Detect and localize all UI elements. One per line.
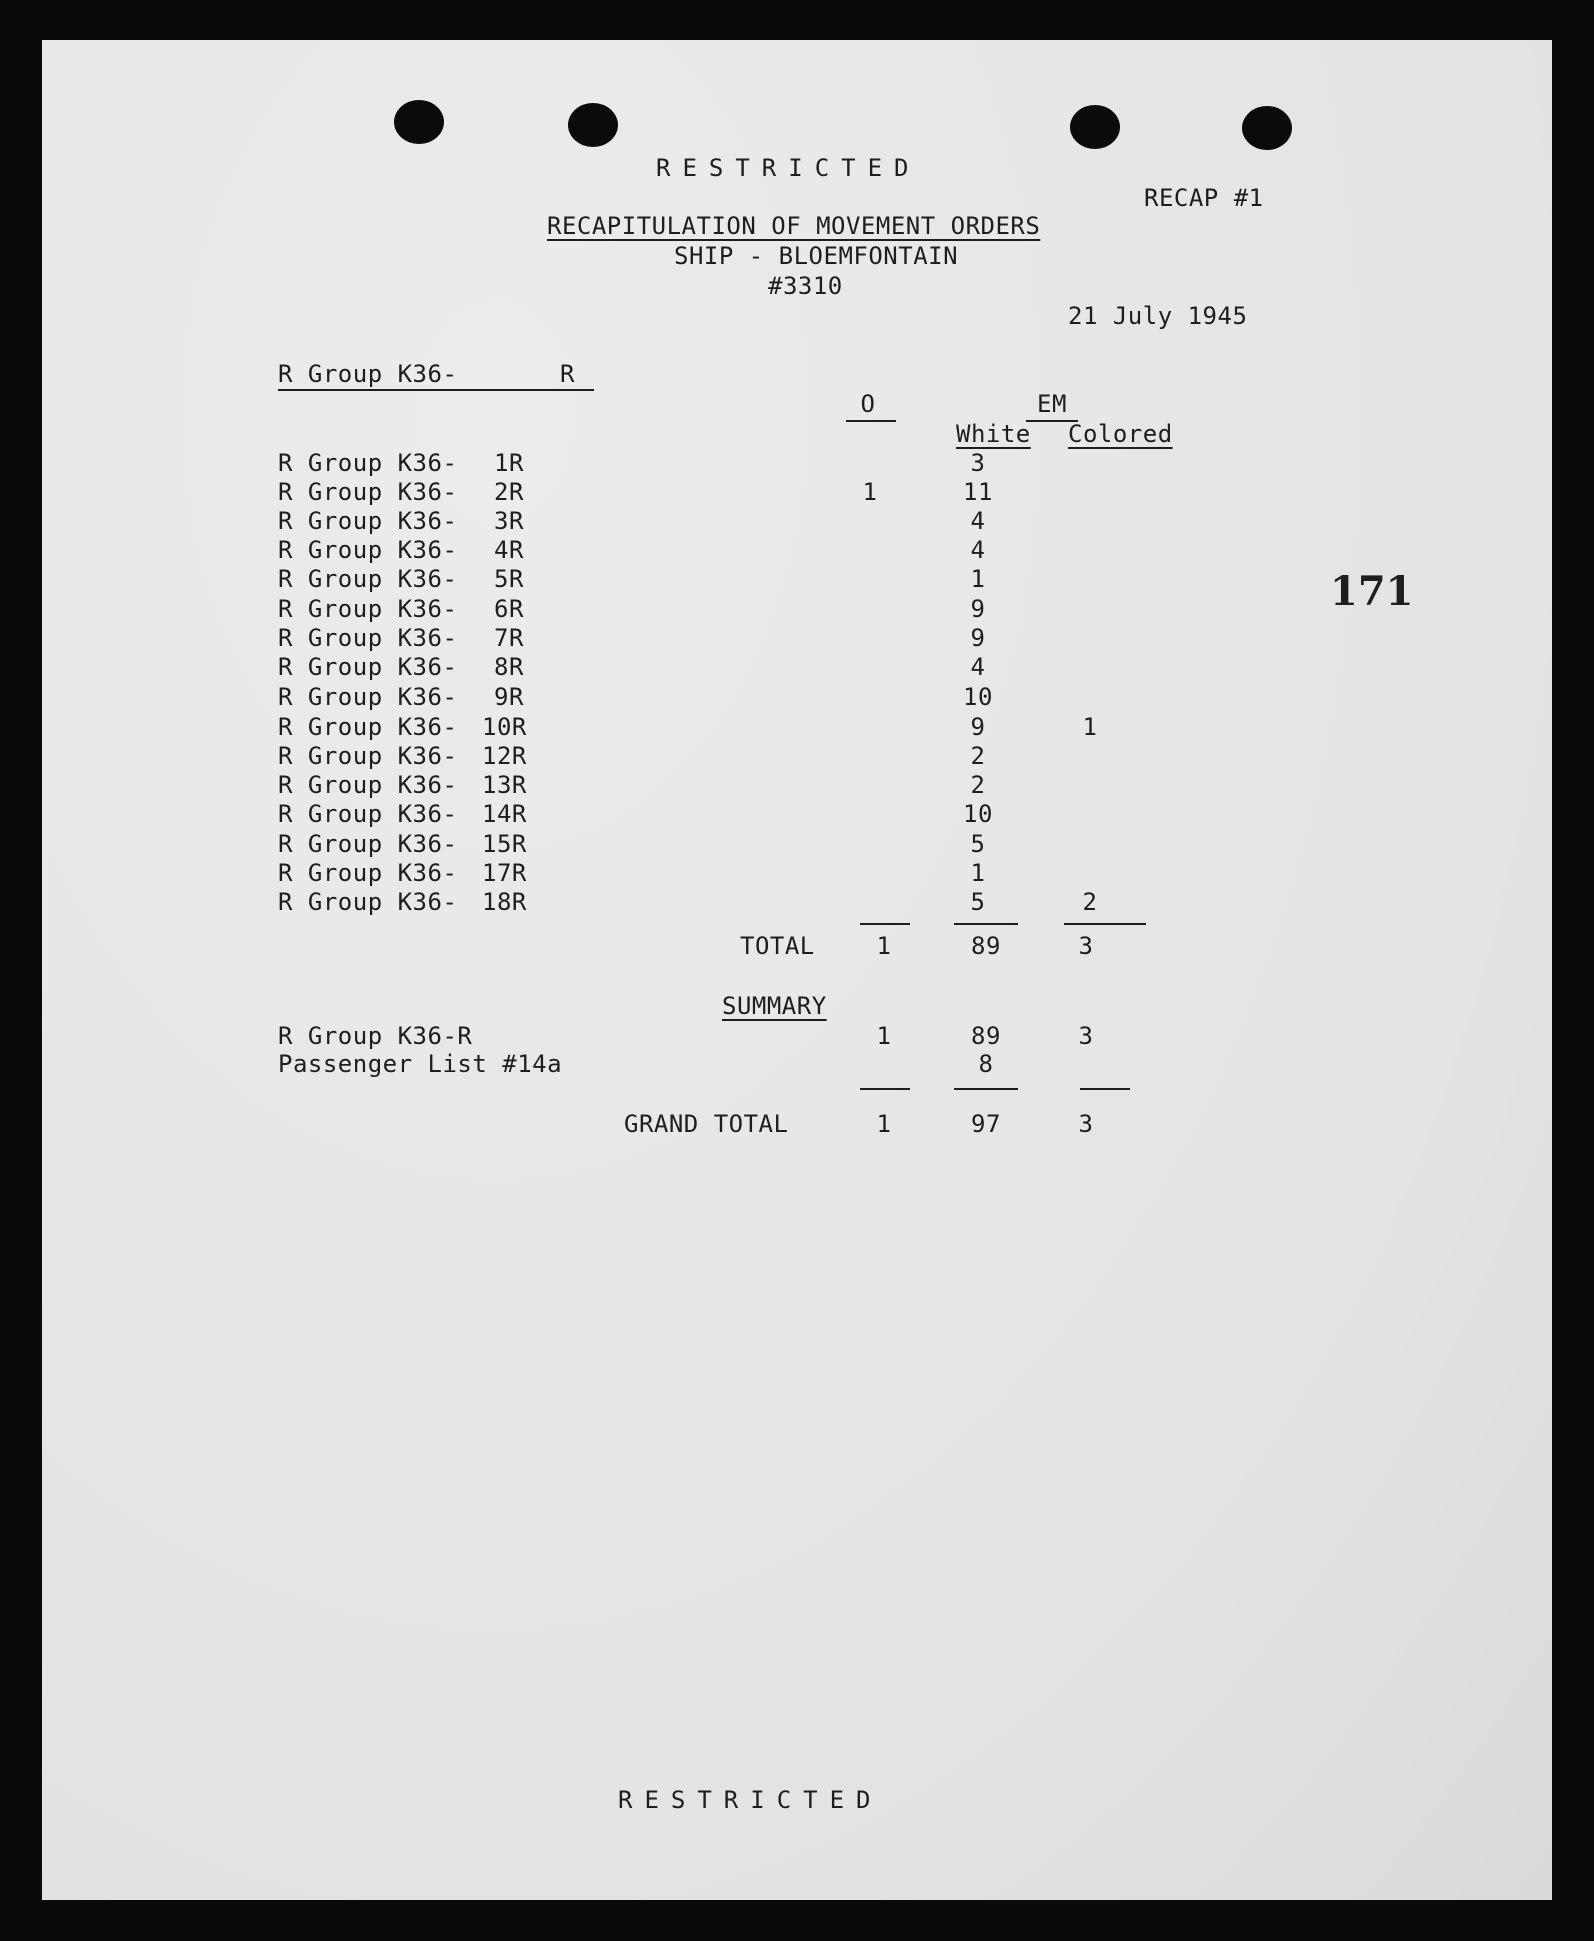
row-group: R Group K36- — [278, 830, 458, 858]
row-unit: 12R — [482, 742, 527, 770]
grand-total-white: 97 — [971, 1110, 1001, 1138]
group-heading-underline — [278, 389, 594, 391]
row-white: 2 — [970, 771, 986, 799]
summary-line-white: 8 — [978, 1050, 994, 1078]
row-white: 5 — [970, 888, 986, 916]
row-group: R Group K36- — [278, 800, 458, 828]
summary-line-colored: 3 — [1078, 1022, 1094, 1050]
group-heading-suffix: R — [560, 360, 575, 388]
row-unit: 13R — [482, 771, 527, 799]
punch-hole — [1070, 105, 1120, 149]
row-unit: 18R — [482, 888, 527, 916]
row-unit: 9R — [494, 683, 524, 711]
grand-total-rule — [1080, 1088, 1130, 1090]
row-unit: 10R — [482, 713, 527, 741]
summary-line-officers: 1 — [876, 1022, 892, 1050]
row-group: R Group K36- — [278, 507, 458, 535]
row-group: R Group K36- — [278, 859, 458, 887]
row-group: R Group K36- — [278, 449, 458, 477]
row-white: 9 — [970, 624, 986, 652]
row-group: R Group K36- — [278, 595, 458, 623]
row-unit: 1R — [494, 449, 524, 477]
document-title: RECAPITULATION OF MOVEMENT ORDERS — [547, 212, 1041, 240]
summary-line-label: R Group K36-R — [278, 1022, 473, 1050]
row-officers: 1 — [862, 478, 878, 506]
col-officers-underline — [846, 420, 896, 422]
document-date: 21 July 1945 — [1068, 302, 1248, 330]
recap-label: RECAP #1 — [1144, 184, 1264, 212]
document-page — [42, 40, 1552, 1900]
grand-total-colored: 3 — [1078, 1110, 1094, 1138]
row-white: 9 — [970, 713, 986, 741]
row-white: 2 — [970, 742, 986, 770]
row-white: 10 — [963, 683, 993, 711]
row-unit: 17R — [482, 859, 527, 887]
grand-total-rule — [954, 1088, 1018, 1090]
total-colored: 3 — [1078, 932, 1094, 960]
row-group: R Group K36- — [278, 653, 458, 681]
page-stamp-number: 171 — [1330, 568, 1414, 615]
row-group: R Group K36- — [278, 683, 458, 711]
grand-total-officers: 1 — [876, 1110, 892, 1138]
row-unit: 3R — [494, 507, 524, 535]
row-unit: 15R — [482, 830, 527, 858]
total-rule — [954, 923, 1018, 925]
total-label: TOTAL — [740, 932, 815, 960]
row-unit: 7R — [494, 624, 524, 652]
row-unit: 8R — [494, 653, 524, 681]
col-officers-header: O — [860, 390, 876, 418]
summary-heading: SUMMARY — [722, 992, 827, 1020]
classification-top: RESTRICTED — [656, 154, 921, 182]
group-heading-label: R Group K36- — [278, 360, 458, 388]
ship-number: #3310 — [768, 272, 843, 300]
row-white: 4 — [970, 653, 986, 681]
punch-hole — [568, 103, 618, 147]
row-white: 3 — [970, 449, 986, 477]
row-group: R Group K36- — [278, 771, 458, 799]
row-group: R Group K36- — [278, 742, 458, 770]
row-group: R Group K36- — [278, 536, 458, 564]
col-white-header: White — [956, 420, 1031, 448]
row-unit: 2R — [494, 478, 524, 506]
row-colored: 1 — [1082, 713, 1098, 741]
col-colored-header: Colored — [1068, 420, 1173, 448]
total-officers: 1 — [876, 932, 892, 960]
summary-line-white: 89 — [971, 1022, 1001, 1050]
total-rule — [1064, 923, 1146, 925]
classification-bottom: RESTRICTED — [618, 1786, 883, 1814]
row-group: R Group K36- — [278, 478, 458, 506]
row-white: 1 — [970, 565, 986, 593]
row-group: R Group K36- — [278, 624, 458, 652]
row-unit: 6R — [494, 595, 524, 623]
row-colored: 2 — [1082, 888, 1098, 916]
row-white: 4 — [970, 507, 986, 535]
row-unit: 5R — [494, 565, 524, 593]
row-unit: 4R — [494, 536, 524, 564]
ship-name: SHIP - BLOEMFONTAIN — [674, 242, 959, 270]
summary-line-label: Passenger List #14a — [278, 1050, 563, 1078]
total-rule — [860, 923, 910, 925]
grand-total-label: GRAND TOTAL — [624, 1110, 789, 1138]
row-white: 5 — [970, 830, 986, 858]
col-em-header: EM — [1037, 390, 1067, 418]
total-white: 89 — [971, 932, 1001, 960]
row-group: R Group K36- — [278, 713, 458, 741]
row-white: 9 — [970, 595, 986, 623]
row-group: R Group K36- — [278, 565, 458, 593]
row-white: 4 — [970, 536, 986, 564]
punch-hole — [1242, 106, 1292, 150]
punch-hole — [394, 100, 444, 144]
row-group: R Group K36- — [278, 888, 458, 916]
row-unit: 14R — [482, 800, 527, 828]
row-white: 11 — [963, 478, 993, 506]
row-white: 1 — [970, 859, 986, 887]
row-white: 10 — [963, 800, 993, 828]
grand-total-rule — [860, 1088, 910, 1090]
